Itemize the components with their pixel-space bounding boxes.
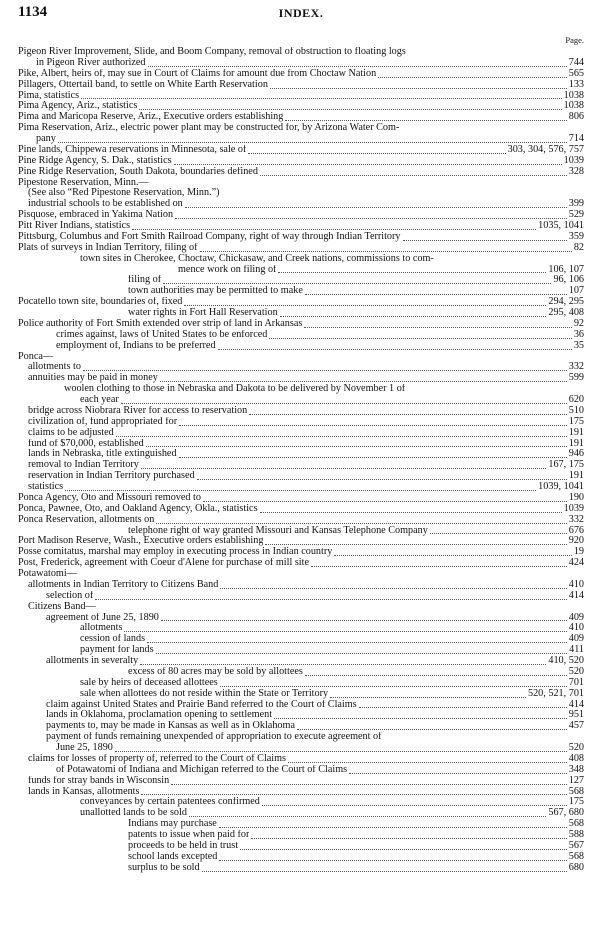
index-entry-pages: 1035, 1041 xyxy=(538,221,584,231)
index-entry xyxy=(18,580,584,591)
index-entry-pages: 568 xyxy=(568,851,584,862)
index-entry-text: annuities may be paid in money xyxy=(28,373,158,384)
index-entry xyxy=(18,243,584,254)
dot-leader xyxy=(174,164,562,165)
index-entry-text: payments to, may be made in Kansas as well as in Oklahoma xyxy=(46,721,295,732)
index-entry-text: filing of xyxy=(128,275,162,286)
index-entry xyxy=(18,308,584,319)
index-entry-pages: 946 xyxy=(568,449,584,460)
index-entry-text: allotments to xyxy=(28,362,81,373)
index-entry-text: telephone right of way granted Missouri and Kansas Telephone Company xyxy=(128,525,428,536)
index-entry-text: Pigeon River Improvement, Slide, and Boom Company, removal of obstruction to floating logs xyxy=(18,47,406,57)
index-entry xyxy=(18,58,584,69)
dot-leader xyxy=(179,425,567,426)
index-entry-pages: 1038 xyxy=(563,90,584,101)
index-entry-pages: 82 xyxy=(573,242,584,253)
index-entry xyxy=(18,808,584,819)
dot-leader xyxy=(161,620,567,621)
dot-leader xyxy=(219,860,566,861)
index-entry-text: excess of 80 acres may be sold by allottees xyxy=(128,666,303,677)
index-entry xyxy=(18,449,584,460)
index-entry-text: Pipestone Reservation, Minn.— xyxy=(18,177,149,188)
index-entry xyxy=(18,754,584,765)
index-entry xyxy=(18,732,584,743)
index-entry-text: June 25, 1890 xyxy=(56,743,113,753)
index-entry-text: Ponca Reservation, allotments on xyxy=(18,514,155,525)
index-entry-text: Potawatomi— xyxy=(18,569,77,579)
index-entry-text: Port Madison Reserve, Wash., Executive orders establishing xyxy=(18,536,264,547)
index-entry-text: fund of $70,000, established xyxy=(28,438,144,449)
index-entry-text: cession of lands xyxy=(80,634,146,645)
index-entry-text: proceeds to be held in trust xyxy=(128,840,239,851)
index-entry-pages: 744 xyxy=(568,57,584,68)
index-entry-pages: 457 xyxy=(568,721,584,732)
index-entry-pages: 680 xyxy=(568,862,584,873)
index-entry-text: Ponca, Pawnee, Oto, and Oakland Agency, Okla., statistics xyxy=(18,503,258,514)
dot-leader xyxy=(378,77,567,78)
index-entry xyxy=(18,123,584,134)
index-entry-pages: 399 xyxy=(568,199,584,210)
index-entry xyxy=(18,145,584,156)
index-entry-pages: 332 xyxy=(568,514,584,525)
index-entry xyxy=(18,91,584,102)
dot-leader xyxy=(262,805,567,806)
index-entry xyxy=(18,460,584,471)
index-entry-text: sale when allottees do not reside within the State or Territory xyxy=(80,688,329,699)
index-entry xyxy=(18,569,584,580)
index-entry-pages: 167, 175 xyxy=(548,460,584,471)
dot-leader xyxy=(260,175,567,176)
index-entry-pages: 127 xyxy=(568,775,584,786)
dot-leader xyxy=(334,555,571,556)
index-entry xyxy=(18,178,584,189)
index-entry-pages: 36 xyxy=(573,329,584,340)
index-entry xyxy=(18,199,584,210)
dot-leader xyxy=(260,512,562,513)
index-entry-text: conveyances by certain patentees confirmed xyxy=(80,797,260,808)
index-entry-pages: 1039, 1041 xyxy=(538,482,584,492)
index-entry xyxy=(18,689,584,700)
index-entry-pages: 332 xyxy=(568,362,584,373)
index-entry xyxy=(18,678,584,689)
index-entry xyxy=(18,623,584,634)
index-entry-text: Pima, statistics xyxy=(18,90,80,101)
dot-leader xyxy=(203,501,567,502)
index-entry-text: claims to be adjusted xyxy=(28,427,114,438)
index-entry xyxy=(18,602,584,613)
dot-leader xyxy=(146,446,567,447)
index-entry-pages: 520 xyxy=(568,666,584,677)
page-header xyxy=(18,4,584,26)
dot-leader xyxy=(197,479,567,480)
dot-leader xyxy=(305,675,567,676)
index-entry-text: agreement of June 25, 1890 xyxy=(46,612,159,623)
index-entry-text: Citizens Band— xyxy=(28,601,96,612)
index-entry xyxy=(18,69,584,80)
index-entry-text: allotments in Indian Territory to Citizens Band xyxy=(28,579,219,590)
dot-leader xyxy=(175,218,567,219)
index-entry-text: town authorities may be permitted to make xyxy=(128,286,303,297)
dot-leader xyxy=(121,403,567,404)
index-entry-pages: 408 xyxy=(568,753,584,764)
index-entry-pages: 295, 408 xyxy=(548,308,584,318)
index-entry-pages: 106, 107 xyxy=(548,264,584,275)
index-entry-text: claim against United States and Prairie Band referred to the Court of Claims xyxy=(46,699,357,710)
index-entry xyxy=(18,156,584,167)
index-entry-pages: 190 xyxy=(568,492,584,503)
index-entry-pages: 410, 520 xyxy=(548,656,584,666)
index-entry-pages: 520, 521, 701 xyxy=(527,688,584,699)
index-entry-text: lands in Kansas, allotments xyxy=(28,786,140,797)
index-entry-pages: 191 xyxy=(568,427,584,438)
index-entry-text: school lands excepted xyxy=(128,851,218,862)
index-entry-text: crimes against, laws of United States to be enforced xyxy=(56,329,268,340)
index-entry-text: sale by heirs of deceased allottees xyxy=(80,677,218,688)
index-entry-text: each year xyxy=(80,395,119,405)
index-entry-text: surplus to be sold xyxy=(128,862,200,873)
dot-leader xyxy=(58,142,567,143)
index-entry xyxy=(18,395,584,406)
index-entry-pages: 1039 xyxy=(563,155,584,166)
dot-leader xyxy=(179,457,567,458)
dot-leader xyxy=(202,871,567,872)
dot-leader xyxy=(140,664,546,665)
dot-leader xyxy=(430,533,567,534)
index-entry-pages: 920 xyxy=(568,536,584,547)
index-entry-pages: 96, 106 xyxy=(553,275,584,286)
index-entry-text: allotments xyxy=(80,623,123,634)
dot-leader xyxy=(139,109,561,110)
index-entry xyxy=(18,504,584,515)
index-entry-pages: 348 xyxy=(568,764,584,775)
index-entry-pages: 35 xyxy=(573,340,584,351)
dot-leader xyxy=(141,468,547,469)
dot-leader xyxy=(251,838,566,839)
index-entry xyxy=(18,134,584,145)
index-entry-pages: 411 xyxy=(569,645,584,656)
dot-leader xyxy=(248,153,505,154)
index-entry-pages: 806 xyxy=(568,112,584,123)
index-entry-text: mence work on filing of xyxy=(178,264,277,275)
dot-leader xyxy=(83,370,567,371)
dot-leader xyxy=(171,784,567,785)
index-entry xyxy=(18,558,584,569)
index-entry-pages: 568 xyxy=(568,819,584,830)
index-entry xyxy=(18,645,584,656)
dot-leader xyxy=(95,599,566,600)
index-entry xyxy=(18,547,584,558)
index-entry-text: Pike, Albert, heirs of, may sue in Court of Claims for amount due from Choctaw Nation xyxy=(18,68,377,79)
dot-leader xyxy=(116,436,567,437)
index-entry xyxy=(18,863,584,874)
index-entry-pages: 599 xyxy=(568,373,584,384)
index-entry-text: claims for losses of property of, referred to the Court of Claims xyxy=(28,753,287,764)
index-entry xyxy=(18,721,584,732)
dot-leader xyxy=(288,762,567,763)
index-entry xyxy=(18,319,584,330)
dot-leader xyxy=(218,349,572,350)
index-entry-pages: 175 xyxy=(568,416,584,427)
index-entry-pages: 359 xyxy=(568,231,584,242)
index-entry xyxy=(18,80,584,91)
index-entry xyxy=(18,221,584,232)
dot-leader xyxy=(220,686,567,687)
index-entry-text: civilization of, fund appropriated for xyxy=(28,416,178,427)
index-entry-text: bridge across Niobrara River for access to reservation xyxy=(28,405,248,416)
dot-leader xyxy=(141,794,566,795)
index-entry xyxy=(18,634,584,645)
index-entry xyxy=(18,47,584,58)
dot-leader xyxy=(403,240,567,241)
index-entry-pages: 410 xyxy=(568,623,584,634)
index-entry-text: lands in Oklahoma, proclamation opening to settlement xyxy=(46,710,273,721)
dot-leader xyxy=(148,66,567,67)
index-entry-pages: 520 xyxy=(568,743,584,753)
index-entry xyxy=(18,384,584,395)
dot-leader xyxy=(156,523,566,524)
index-entry-text: Pittsburg, Columbus and Fort Smith Railroad Company, right of way through Indian Territory xyxy=(18,231,401,242)
dot-leader xyxy=(184,305,546,306)
index-entry-pages: 175 xyxy=(568,797,584,808)
index-entry-pages: 414 xyxy=(568,590,584,601)
index-entry-pages: 328 xyxy=(568,166,584,177)
index-entry-pages: 588 xyxy=(568,830,584,840)
dot-leader xyxy=(359,707,567,708)
index-entry-text: in Pigeon River authorized xyxy=(36,57,146,68)
dot-leader xyxy=(274,718,567,719)
index-entry-pages: 191 xyxy=(568,438,584,449)
dot-leader xyxy=(249,414,566,415)
index-entry-pages: 565 xyxy=(568,68,584,79)
index-entry-text: reservation in Indian Territory purchased xyxy=(28,471,195,482)
index-entry-text: woolen clothing to those in Nebraska and Dakota to be delivered by November 1 of xyxy=(64,384,406,395)
index-entry-text: (See also “Red Pipestone Reservation, Minn.”) xyxy=(28,188,220,199)
dot-leader xyxy=(349,773,567,774)
index-entry xyxy=(18,254,584,265)
index-entry-pages: 424 xyxy=(568,558,584,569)
index-entry-pages: 133 xyxy=(568,79,584,90)
dot-leader xyxy=(269,338,571,339)
index-entry-text: Pima and Maricopa Reserve, Ariz., Executive orders establishing xyxy=(18,112,284,123)
index-entry-text: Pine lands, Chippewa reservations in Minnesota, sale of xyxy=(18,144,247,155)
dot-leader xyxy=(115,751,567,752)
dot-leader xyxy=(304,327,571,328)
index-entry xyxy=(18,362,584,373)
index-entry-text: Police authority of Fort Smith extended over strip of land in Arkansas xyxy=(18,318,303,329)
index-entry xyxy=(18,613,584,624)
dot-leader xyxy=(147,642,567,643)
index-entry-text: Pillagers, Ottertail band, to settle on White Earth Reservation xyxy=(18,79,268,90)
index-entry xyxy=(18,265,584,276)
index-entry-text: Post, Frederick, agreement with Coeur d'Alene for purchase of mill site xyxy=(18,558,309,569)
index-entry-pages: 92 xyxy=(573,318,584,329)
index-entry xyxy=(18,297,584,308)
index-entry-text: removal to Indian Territory xyxy=(28,460,139,471)
index-entry-pages: 701 xyxy=(568,677,584,688)
index-entry-pages: 568 xyxy=(568,786,584,797)
index-entry-pages: 714 xyxy=(568,134,584,144)
index-entry-text: Ponca— xyxy=(18,351,54,362)
index-entry xyxy=(18,471,584,482)
index-entry-text: payment of funds remaining unexpended of appropriation to execute agreement of xyxy=(46,732,382,743)
dot-leader xyxy=(220,588,566,589)
dot-leader xyxy=(240,849,567,850)
dot-leader xyxy=(163,283,551,284)
index-entry xyxy=(18,819,584,830)
index-entry-text: Indians may purchase xyxy=(128,819,217,830)
index-entry-pages: 303, 304, 576, 757 xyxy=(507,144,584,155)
dot-leader xyxy=(185,207,567,208)
index-entry xyxy=(18,841,584,852)
index-entry-pages: 107 xyxy=(568,286,584,297)
index-entry xyxy=(18,526,584,537)
index-entry xyxy=(18,352,584,363)
index-entry xyxy=(18,515,584,526)
index-entry xyxy=(18,710,584,721)
index-entry xyxy=(18,656,584,667)
index-entry-pages: 409 xyxy=(568,634,584,645)
index-entry-text: Pima Agency, Ariz., statistics xyxy=(18,101,138,112)
index-entries xyxy=(18,47,584,874)
running-head: INDEX. xyxy=(278,6,324,20)
index-entry xyxy=(18,776,584,787)
dot-leader xyxy=(219,827,567,828)
dot-leader xyxy=(330,697,526,698)
index-entry-text: unallotted lands to be sold xyxy=(80,808,187,819)
index-entry xyxy=(18,341,584,352)
index-entry-pages: 191 xyxy=(568,471,584,482)
index-entry-text: allotments in severalty xyxy=(46,656,139,666)
index-entry xyxy=(18,797,584,808)
index-entry-text: industrial schools to be established on xyxy=(28,199,183,210)
index-entry-text: Pine Ridge Agency, S. Dak., statistics xyxy=(18,155,172,166)
index-entry xyxy=(18,417,584,428)
page-number: 1134 xyxy=(18,4,48,20)
dot-leader xyxy=(311,566,567,567)
index-entry-text: selection of xyxy=(46,590,94,601)
index-entry xyxy=(18,482,584,493)
dot-leader xyxy=(65,490,536,491)
index-entry xyxy=(18,743,584,754)
index-entry-pages: 529 xyxy=(568,210,584,221)
index-entry-text: funds for stray bands in Wisconsin xyxy=(28,775,170,786)
index-entry-text: statistics xyxy=(28,482,64,492)
index-entry xyxy=(18,428,584,439)
index-entry-pages: 414 xyxy=(568,699,584,710)
index-entry xyxy=(18,439,584,450)
index-entry xyxy=(18,493,584,504)
dot-leader xyxy=(200,251,572,252)
index-entry-text: lands in Nebraska, title extinguished xyxy=(28,449,177,460)
dot-leader xyxy=(265,544,566,545)
index-entry-text: Posse comitatus, marshal may employ in executing process in Indian country xyxy=(18,547,333,558)
dot-leader xyxy=(305,294,567,295)
index-entry-text: water rights in Fort Hall Reservation xyxy=(128,308,278,318)
index-entry xyxy=(18,787,584,798)
index-entry xyxy=(18,406,584,417)
index-entry-text: Pine Ridge Reservation, South Dakota, boundaries defined xyxy=(18,166,258,177)
index-entry-pages: 567, 680 xyxy=(548,808,584,819)
dot-leader xyxy=(280,316,547,317)
dot-leader xyxy=(278,272,546,273)
index-entry-text: pany xyxy=(36,134,56,144)
index-entry xyxy=(18,112,584,123)
index-entry xyxy=(18,536,584,547)
index-entry-text: town sites in Cherokee, Choctaw, Chickasaw, and Creek nations, commissions to com- xyxy=(80,253,434,264)
dot-leader xyxy=(124,631,566,632)
dot-leader xyxy=(132,229,536,230)
dot-leader xyxy=(189,816,546,817)
index-entry xyxy=(18,667,584,678)
dot-leader xyxy=(156,653,568,654)
index-entry-text: Pocatello town site, boundaries of, fixed xyxy=(18,297,183,308)
index-entry xyxy=(18,373,584,384)
index-entry-text: Plats of surveys in Indian Territory, filing of xyxy=(18,242,198,253)
index-entry-pages: 567 xyxy=(568,840,584,851)
index-entry xyxy=(18,188,584,199)
index-entry xyxy=(18,830,584,841)
index-entry-pages: 1039 xyxy=(563,503,584,514)
index-entry-text: employment of, Indians to be preferred xyxy=(56,340,216,351)
index-entry-pages: 676 xyxy=(568,525,584,536)
index-entry xyxy=(18,765,584,776)
index-entry xyxy=(18,275,584,286)
index-entry xyxy=(18,852,584,863)
index-entry-text: Pima Reservation, Ariz., electric power plant may be constructed for, by Arizona Water Com- xyxy=(18,123,400,134)
index-entry xyxy=(18,330,584,341)
index-entry-text: Ponca Agency, Oto and Missouri removed to xyxy=(18,492,201,503)
index-entry xyxy=(18,101,584,112)
index-entry-text: payment for lands xyxy=(80,645,154,656)
index-entry-text: patents to issue when paid for xyxy=(128,830,250,840)
index-entry-pages: 19 xyxy=(573,547,584,558)
dot-leader xyxy=(270,88,567,89)
index-entry-text: of Potawatomi of Indiana and Michigan referred to the Court of Claims xyxy=(56,764,348,775)
index-entry-pages: 410 xyxy=(568,579,584,590)
index-entry xyxy=(18,210,584,221)
index-entry-pages: 510 xyxy=(568,405,584,416)
index-entry-text: Pisquose, embraced in Yakima Nation xyxy=(18,210,174,221)
dot-leader xyxy=(297,729,567,730)
dot-leader xyxy=(160,381,567,382)
index-entry-pages: 409 xyxy=(568,612,584,623)
index-entry xyxy=(18,591,584,602)
dot-leader xyxy=(285,120,566,121)
index-entry-pages: 1038 xyxy=(563,101,584,112)
index-entry-pages: 294, 295 xyxy=(548,297,584,308)
dot-leader xyxy=(81,98,562,99)
index-entry-text: Pitt River Indians, statistics xyxy=(18,221,131,231)
index-entry xyxy=(18,232,584,243)
page-column-header: Page. xyxy=(565,35,584,45)
index-entry xyxy=(18,286,584,297)
index-entry xyxy=(18,167,584,178)
index-entry-pages: 620 xyxy=(568,395,584,405)
index-entry xyxy=(18,700,584,711)
index-entry-pages: 951 xyxy=(568,710,584,721)
